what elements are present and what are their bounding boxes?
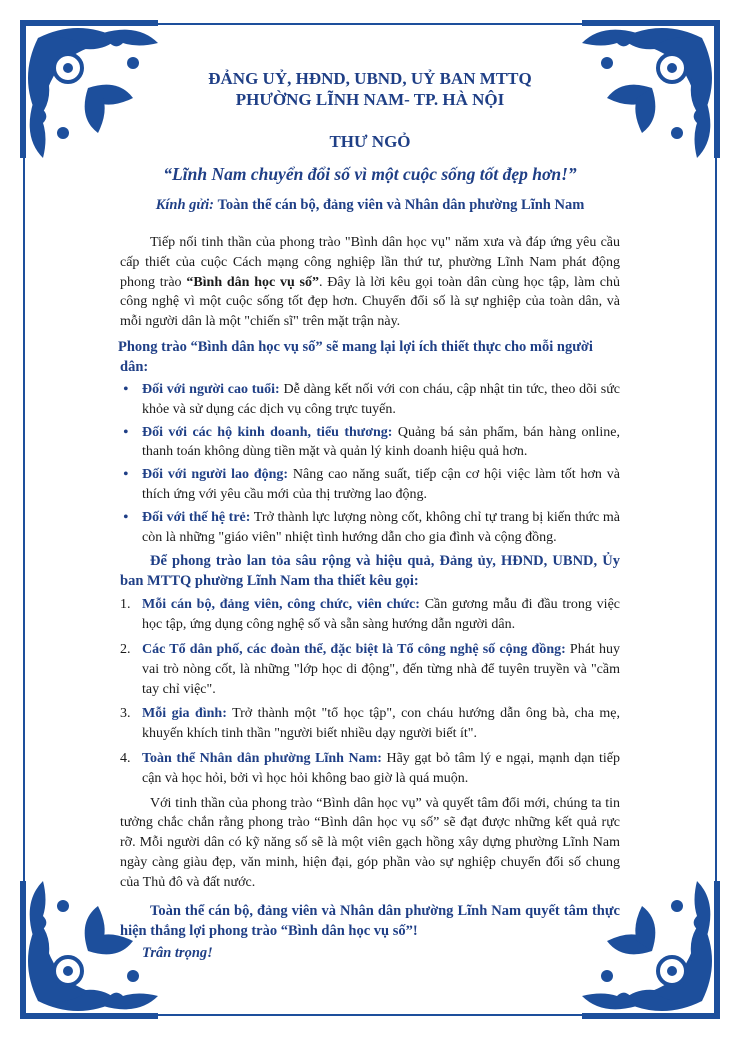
recipient-lead: Kính gửi: bbox=[155, 197, 214, 213]
benefit-text: Nâng cao năng suất, tiếp cận cơ hội việc làm tốt hơn và thích ứng với yêu cầu mới của thị trường lao động. bbox=[142, 467, 620, 502]
benefit-text: Quảng bá sản phẩm, bán hàng online, thanh toán không dùng tiền mặt và quản lý kinh doanh hiệu quả hơn. bbox=[142, 424, 620, 460]
call-number: 4. bbox=[120, 750, 131, 766]
call-text: Hãy gạt bỏ tâm lý e ngại, mạnh dạn tiếp cận và học hỏi, bởi vì học hỏi không bao giờ là quá muộn. bbox=[142, 750, 620, 786]
call-item bbox=[120, 704, 620, 744]
call-text: Trở thành một "tổ học tập", con cháu hướng dẫn ông bà, cha mẹ, khuyến khích tinh thần "người biết nhiều dạy người biết ít". bbox=[142, 706, 621, 742]
org-line-2: PHƯỜNG LĨNH NAM- TP. HÀ NỘI bbox=[235, 90, 505, 109]
call-label: Các Tổ dân phố, các đoàn thể, đặc biệt là Tổ công nghệ số cộng đồng: bbox=[142, 641, 566, 657]
letter-title: THƯ NGỎ bbox=[329, 132, 411, 151]
slogan: “Lĩnh Nam chuyển đổi số vì một cuộc sống tốt đẹp hơn!” bbox=[163, 164, 577, 184]
call-number: 3. bbox=[120, 706, 131, 722]
benefit-label: Đối với người lao động: bbox=[142, 467, 289, 483]
org-line-1: ĐẢNG UỶ, HĐND, UBND, UỶ BAN MTTQ bbox=[208, 69, 532, 88]
intro-paragraph bbox=[120, 233, 620, 332]
intro-campaign-name: “Bình dân học vụ số” bbox=[186, 274, 319, 290]
benefit-item bbox=[120, 465, 620, 505]
call-number: 1. bbox=[120, 597, 131, 613]
benefits-list bbox=[120, 380, 620, 547]
call-text: Phát huy vai trò nòng cốt, là những "lớp học di động", đến từng nhà để tuyên truyền và "cầm tay chỉ việc". bbox=[142, 641, 620, 697]
benefit-item bbox=[120, 380, 620, 420]
benefit-label: Đối với người cao tuổi: bbox=[142, 381, 280, 397]
recipient-line bbox=[120, 195, 620, 215]
call-label: Toàn thể Nhân dân phường Lĩnh Nam: bbox=[142, 750, 382, 766]
call-item bbox=[120, 640, 620, 699]
call-list bbox=[120, 595, 620, 788]
benefit-label: Đối với thế hệ trẻ: bbox=[142, 509, 251, 525]
regards: Trân trọng! bbox=[142, 944, 213, 961]
call-label: Mỗi gia đình: bbox=[142, 706, 227, 722]
call-item bbox=[120, 595, 620, 635]
final-statement: Toàn thể cán bộ, đảng viên và Nhân dân phường Lĩnh Nam quyết tâm thực hiện thắng lợi phong trào “Bình dân học vụ số”! bbox=[120, 902, 620, 939]
benefit-label: Đối với các hộ kinh doanh, tiểu thương: bbox=[142, 424, 393, 440]
call-text: Cần gương mẫu đi đầu trong việc học tập, ứng dụng công nghệ số và sẵn sàng hướng dẫn người dân. bbox=[142, 597, 621, 633]
recipient-text: Toàn thể cán bộ, đảng viên và Nhân dân phường Lĩnh Nam bbox=[217, 197, 585, 213]
benefit-text: Trở thành lực lượng nòng cốt, không chỉ tự trang bị kiến thức mà còn là những "giáo viên" nhiệt tình hướng dẫn cho gia đình và cộng đồng. bbox=[142, 509, 620, 545]
intro-part-2: . Đây là lời kêu gọi toàn dân cùng học tập, làm chủ công nghệ vì một cuộc sống tốt đẹp hơn. Chuyển đổi số là sự nghiệp của toàn dân, và mỗi người dân là một "chiến sĩ" trên mặt trận này. bbox=[120, 274, 620, 330]
benefit-item bbox=[120, 508, 620, 548]
benefit-item bbox=[120, 423, 620, 463]
call-heading: Để phong trào lan tỏa sâu rộng và hiệu quả, Đảng ủy, HĐND, UBND, Ủy ban MTTQ phường Lĩnh Nam tha thiết kêu gọi: bbox=[120, 553, 620, 590]
benefits-heading: Phong trào “Bình dân học vụ số” sẽ mang lại lợi ích thiết thực cho mỗi người dân: bbox=[118, 338, 593, 375]
closing-paragraph: Với tinh thần của phong trào “Bình dân học vụ” và quyết tâm đổi mới, chúng ta tin tưởng chắc chắn rằng phong trào “Bình dân học vụ số” sẽ đạt được những kết quả rực rỡ. Mỗi người dân có kỹ năng số sẽ là một viên gạch hồng xây dựng phường Lĩnh Nam ngày càng giàu đẹp, văn minh, hiện đại, góp phần vào sự nghiệp chuyển đổi số chung của Thủ đô và đất nước. bbox=[120, 795, 620, 890]
letter-body bbox=[120, 68, 620, 962]
intro-part-1: Tiếp nối tinh thần của phong trào "Bình dân học vụ" năm xưa và đáp ứng yêu cầu cấp thiết của cuộc Cách mạng công nghiệp lần thứ tư, phường Lĩnh Nam phát động phong trào bbox=[120, 235, 620, 290]
benefit-text: Dễ dàng kết nối với con cháu, cập nhật tin tức, theo dõi sức khỏe và sử dụng các dịch vụ công trực tuyến. bbox=[142, 381, 621, 417]
call-item bbox=[120, 749, 620, 789]
call-label: Mỗi cán bộ, đảng viên, công chức, viên chức: bbox=[142, 597, 420, 613]
call-number: 2. bbox=[120, 641, 131, 657]
